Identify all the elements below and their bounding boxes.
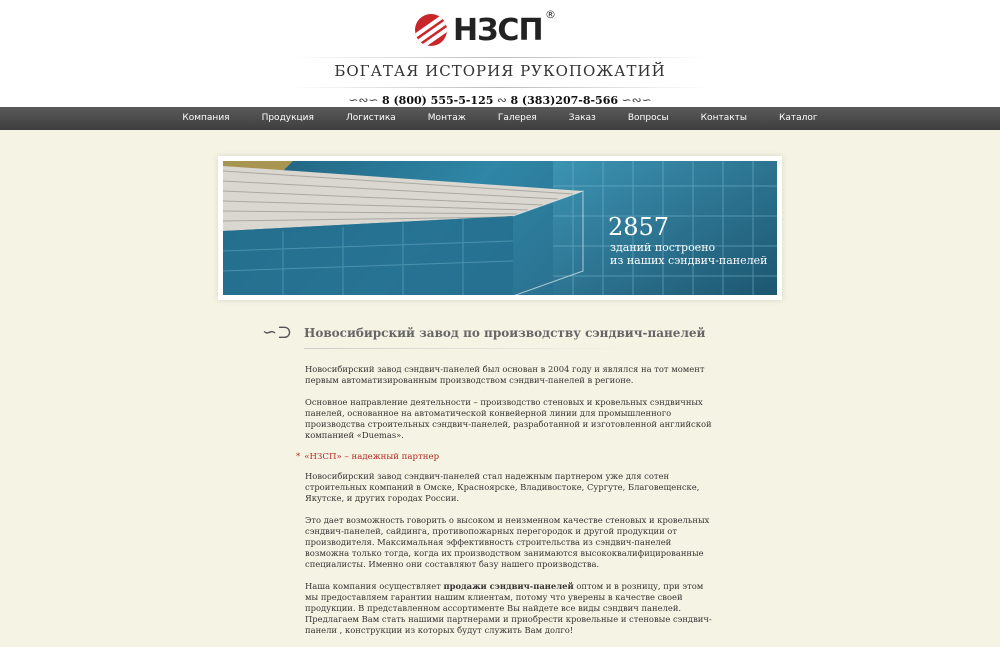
asterisk-icon: *	[296, 452, 301, 462]
flourish-left-icon: ∽∾∽	[348, 93, 379, 107]
title-divider	[304, 348, 634, 349]
phone-1[interactable]: 8 (800) 555-5-125	[381, 94, 494, 107]
nav-item-products[interactable]: Продукция	[261, 113, 314, 123]
flourish-right-icon: ∽∾∽	[621, 93, 652, 107]
banner[interactable]	[218, 156, 782, 300]
nav-item-company[interactable]: Компания	[182, 113, 230, 123]
paragraph-3: Новосибирский завод сэндвич-панелей стал надежным партнером уже для сотен строительных компаний в Омске, Красноярске, Владивостоке, Сургуте, Благовещенске, Якутске, и других городах России.	[305, 471, 700, 503]
nav-item-order[interactable]: Заказ	[568, 113, 596, 123]
paragraph-2: Основное направление деятельности – производство стеновых и кровельных сэндвичных панелей, основанное на автоматической конвейерной линии для промышленного производства строительных сэндвич-панелей, разработанной и изготовленной английской компанией «Duemas».	[305, 397, 712, 440]
logo-mark-icon	[415, 14, 447, 46]
registered-mark: ®	[545, 8, 556, 21]
article-text	[305, 364, 712, 441]
phones	[0, 93, 1000, 107]
paragraph-5	[305, 581, 712, 636]
nav-item-catalog[interactable]: Каталог	[779, 113, 818, 123]
flourish-mid-icon: ∾	[496, 93, 507, 107]
article-text-2	[305, 471, 712, 636]
main-content	[262, 322, 712, 647]
subheading	[296, 452, 712, 462]
sales-link[interactable]: продажи сэндвич-панелей	[443, 581, 574, 591]
banner-caption-line1: зданий построено	[610, 241, 716, 254]
subheading-text: «НЗСП» – надежный партнер	[304, 452, 440, 462]
banner-illustration	[223, 161, 777, 295]
header	[0, 0, 1000, 107]
flourish-heading-icon: ∽⊃	[262, 322, 293, 343]
paragraph-1: Новосибирский завод сэндвич-панелей был основан в 2004 году и являлся на тот момент первым автоматизированным производством сэндвич-панелей в регионе.	[305, 364, 705, 385]
nav-item-logistics[interactable]: Логистика	[345, 113, 396, 123]
divider	[290, 87, 710, 88]
nav-item-gallery[interactable]: Галерея	[497, 113, 537, 123]
nav-item-installation[interactable]: Монтаж	[427, 113, 466, 123]
paragraph-4: Это дает возможность говорить о высоком и неизменном качестве стеновых и кровельных сэндвич-панелей, сайдинга, противопожарных перегородок и другой продукции от производителя. Максимальная эффективность строительства из сэндвич-панелей возможна только тогда, когда их производством занимаются высококвалифицированные специалисты. Именно они составляют базу нашего производства.	[305, 515, 710, 569]
nav-item-contacts[interactable]: Контакты	[700, 113, 747, 123]
slogan: БОГАТАЯ ИСТОРИЯ РУКОПОЖАТИЙ	[334, 62, 666, 80]
banner-image	[223, 161, 777, 295]
banner-number: 2857	[608, 213, 670, 241]
logo-text: НЗСП	[453, 12, 543, 48]
banner-caption-line2: из наших сэндвич-панелей	[610, 254, 768, 267]
logo[interactable]	[415, 8, 556, 48]
p5-text-a: Наша компания осуществляет	[305, 581, 444, 591]
banner-caption	[610, 241, 767, 267]
main-nav	[0, 107, 1000, 130]
phone-2[interactable]: 8 (383)207-8-566	[510, 94, 619, 107]
p5-text-b: оптом и в розницу, при этом мы предоставляем гарантии нашим клиентам, потому что уверены в качестве своей продукции. В представленном ассортименте Вы найдете все виды сэндвич панелей. Предлагаем Вам стать нашими партнерами и приобрести кровельные и стеновые сэндвич-панели , конструкции из которых будут служить Вам долго!	[305, 581, 712, 635]
nav-item-questions[interactable]: Вопросы	[627, 113, 669, 123]
divider	[290, 57, 710, 58]
page-title: Новосибирский завод по производству сэндвич-панелей	[304, 325, 706, 340]
